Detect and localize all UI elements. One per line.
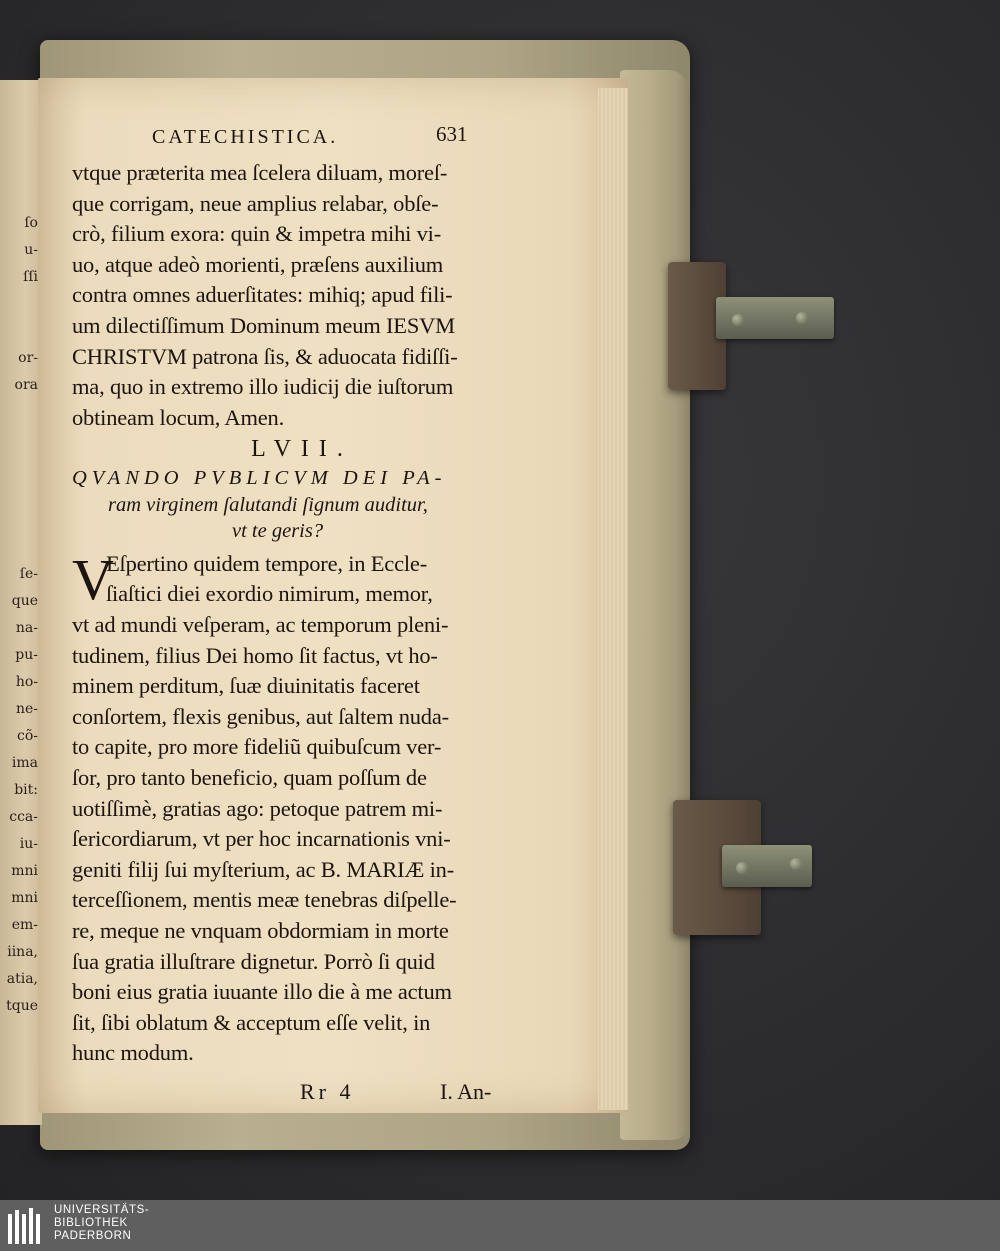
text-line: vt ad mundi veſperam, ac temporum pleni- — [72, 612, 449, 638]
library-name — [54, 1204, 149, 1243]
heading-line: vt te geris? — [232, 520, 324, 543]
library-footer-bar — [0, 1200, 1000, 1251]
text-line: geniti filij ſui myſterium, ac B. MARIÆ in- — [72, 856, 454, 882]
library-logo-icon — [6, 1206, 46, 1246]
heading-line: QVANDO PVBLICVM DEI PA- — [72, 467, 447, 490]
page-number: 631 — [436, 122, 468, 146]
left-page-line: atia, — [6, 971, 38, 987]
text-line: boni eius gratia iuuante illo die à me actum — [72, 979, 452, 1005]
left-page-line: cca- — [9, 809, 38, 825]
left-page-line — [0, 453, 38, 480]
left-page-line: tque — [6, 998, 38, 1014]
left-page-line: or- — [18, 350, 38, 366]
text-line: ſor, pro tanto beneficio, quam poſſum de — [72, 765, 427, 790]
text-line: to capite, pro more fideliũ quibuſcum ver- — [72, 734, 442, 760]
running-header — [72, 120, 512, 158]
left-page-line: iina, — [7, 944, 38, 960]
catchword: I. An- — [440, 1078, 492, 1104]
lower-clasp-rivet — [736, 862, 748, 874]
page-footer-line — [72, 1075, 512, 1115]
left-page-line — [0, 399, 38, 426]
text-line: obtineam locum, Amen. — [72, 404, 285, 430]
text-line: contra omnes aduerſitates: mihiq; apud fili- — [72, 282, 453, 308]
drop-cap: V — [72, 546, 114, 612]
left-page-line — [0, 426, 38, 453]
text-line: ma, quo in extremo illo iudicij die iuſtorum — [72, 374, 454, 400]
left-page-line — [0, 480, 38, 507]
left-page-line — [0, 534, 38, 561]
left-page-line: ſſi — [23, 269, 38, 285]
text-line: minem perditum, ſuæ diuinitatis faceret — [72, 673, 420, 699]
text-line: ſit, ſibi oblatum & acceptum eſſe velit, in — [72, 1009, 431, 1035]
left-page-line: mni — [11, 890, 38, 906]
text-line: terceſſionem, mentis meæ tenebras diſpelle- — [72, 887, 457, 913]
left-page-line — [0, 318, 38, 345]
text-line: vtque præterita mea ſcelera diluam, moreſ- — [72, 160, 448, 185]
left-page-fragment — [0, 80, 42, 1125]
text-line: conſortem, flexis genibus, aut ſaltem nuda- — [72, 703, 449, 729]
book-cover-fore-edge — [620, 70, 690, 1140]
chapter-body — [72, 546, 512, 1069]
left-page-line: que — [11, 593, 38, 609]
text-line: um dilectiſſimum Dominum meum IESVM — [72, 312, 455, 338]
text-line: ſua gratia illuſtrare dignetur. Porrò ſi quid — [72, 948, 435, 974]
library-name-line: BIBLIOTHEK — [54, 1217, 128, 1229]
left-page-line: ſo — [24, 215, 38, 231]
text-line: ſiaſtici diei exordio nimirum, memor, — [106, 581, 433, 607]
left-page-line: u- — [24, 242, 38, 258]
left-page-line: ſe- — [19, 566, 38, 582]
left-page-line: ima — [11, 755, 38, 771]
text-line: crò, filium exora: quin & impetra mihi vi- — [72, 221, 442, 247]
running-title: CATECHISTICA. — [152, 126, 339, 148]
page-block-edges — [598, 88, 628, 1110]
lower-clasp-rivet — [790, 858, 802, 870]
chapter-number: LVII. — [251, 436, 353, 463]
left-page-line: iu- — [19, 836, 38, 852]
left-page-line: ho- — [15, 674, 38, 690]
library-name-line: UNIVERSITÄTS- — [54, 1204, 150, 1216]
text-line: Eſpertino quidem tempore, in Eccle- — [106, 550, 428, 576]
heading-line: ram virginem ſalutandi ſignum auditur, — [108, 493, 428, 516]
left-page-line: na- — [15, 620, 38, 636]
text-line: uo, atque adeò morienti, præſens auxilium — [72, 251, 444, 277]
text-line: re, meque ne vnquam obdormiam in morte — [72, 917, 449, 943]
text-line: hunc modum. — [72, 1040, 194, 1066]
left-page-line: bit: — [14, 782, 38, 798]
signature-mark: Rr 4 — [300, 1078, 355, 1104]
text-line: CHRISTVM patrona ſis, & aduocata fidiſſi- — [72, 343, 458, 369]
left-page-line: ne- — [15, 701, 38, 717]
left-page-line: mni — [11, 863, 38, 879]
left-page-line: pu- — [15, 647, 38, 663]
library-name-line: PADERBORN — [54, 1230, 132, 1242]
page-text — [72, 120, 512, 1115]
left-page-line: cõ- — [17, 728, 38, 744]
left-page-line: em- — [11, 917, 38, 933]
chapter-heading — [72, 465, 512, 545]
left-page-line: ora — [14, 377, 38, 393]
text-line: uotiſſimè, gratias ago: petoque patrem mi- — [72, 795, 443, 821]
left-page-line — [0, 507, 38, 534]
upper-clasp-rivet — [732, 314, 744, 326]
left-page-text — [0, 210, 42, 1020]
text-line: ſericordiarum, vt per hoc incarnationis vni- — [72, 826, 451, 852]
text-line: tudinem, filius Dei homo ſit factus, vt ho- — [72, 642, 438, 668]
text-line: que corrigam, neue amplius relabar, obſe- — [72, 190, 439, 216]
upper-clasp-rivet — [796, 312, 808, 324]
prayer-ending — [72, 158, 512, 433]
left-page-line — [0, 291, 38, 318]
